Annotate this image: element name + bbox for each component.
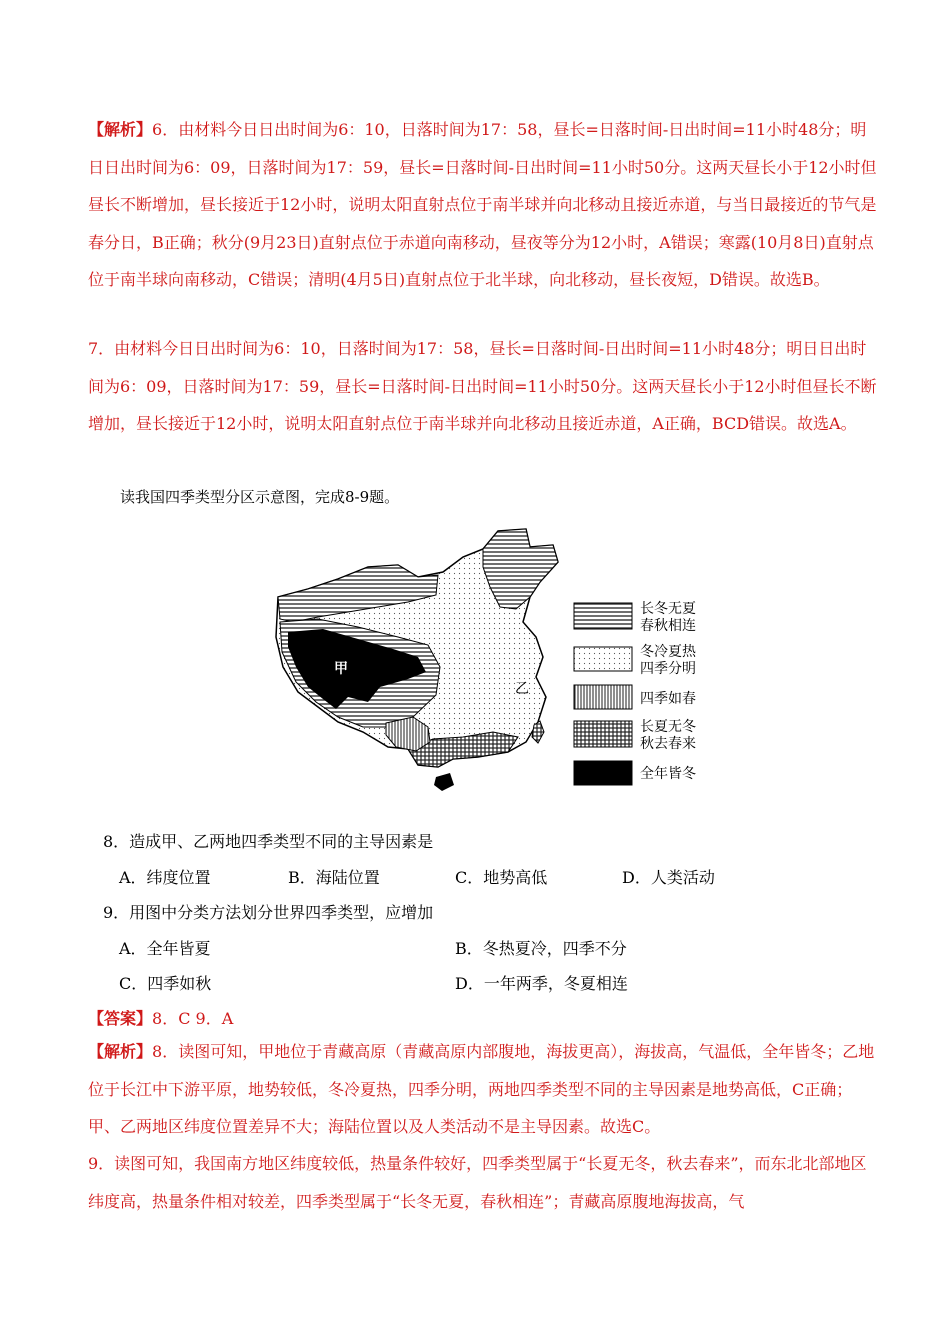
analysis-text: 9．读图可知，我国南方地区纬度较低，热量条件较好，四季类型属于“长夏无冬，秋去春来”，而东北北部地区纬度高，热量条件相对较差，四季类型属于“长冬无夏，春秋相连”；青藏高原腹地海拔高，气 <box>88 1154 867 1211</box>
q8-option-b: B．海陆位置 <box>288 868 380 887</box>
analysis-text: 7．由材料今日日出时间为6：10，日落时间为17：58，昼长=日落时间-日出时间=11小时48分；明日日出时间为6：09，日落时间为17：59，昼长=日落时间-日出时间=11小时50分。这两天昼长小于12小时但昼长不断增加，昼长接近于12小时，说明太阳直射点位于南半球并向北移动且接近赤道，A正确，BCD错误。故选A。 <box>88 339 877 433</box>
analysis-paragraph-6 <box>88 111 878 299</box>
q8-option-d: D．人类活动 <box>622 868 715 887</box>
analysis-paragraph-8 <box>88 1033 878 1146</box>
legend-label: 长冬无夏 <box>640 601 696 617</box>
analysis-text: 6．由材料今日日出时间为6：10，日落时间为17：58，昼长=日落时间-日出时间=11小时48分；明日日出时间为6：09，日落时间为17：59，昼长=日落时间-日出时间=11小时50分。这两天昼长小于12小时但昼长不断增加，昼长接近于12小时，说明太阳直射点位于南半球并向北移动且接近赤道，与当日最接近的节气是春分日，B正确；秋分(9月23日)直射点位于赤道向南移动，昼夜等分为12小时，A错误；寒露(10月8日)直射点位于南半球向南移动，C错误；清明(4月5日)直射点位于北半球，向北移动，昼长夜短，D错误。故选B。 <box>88 120 877 289</box>
legend-swatch-spring <box>574 685 632 709</box>
analysis-label: 【解析】 <box>88 120 153 139</box>
answer-label: 【答案】 <box>88 1009 153 1028</box>
analysis-label: 【解析】 <box>88 1042 153 1061</box>
answer-text: 8．C 9．A <box>152 1009 234 1028</box>
answer-line <box>88 1006 233 1029</box>
legend-label: 秋去春来 <box>640 736 696 752</box>
q8-option-a: A．纬度位置 <box>119 868 211 887</box>
legend-label: 春秋相连 <box>640 618 696 634</box>
q9-option-d: D．一年两季，冬夏相连 <box>455 974 628 993</box>
q9-option-c: C．四季如秋 <box>119 974 212 993</box>
analysis-paragraph-9 <box>88 1145 878 1220</box>
legend-swatch-temperate <box>574 647 632 671</box>
china-season-map-figure <box>268 527 712 809</box>
legend-label: 全年皆冬 <box>640 766 696 782</box>
analysis-paragraph-7 <box>88 330 878 443</box>
question-8-stem: 8．造成甲、乙两地四季类型不同的主导因素是 <box>103 832 434 851</box>
legend-label: 四季如春 <box>640 691 696 707</box>
q8-option-c: C．地势高低 <box>455 868 548 887</box>
map-region-hainan <box>434 773 454 791</box>
q9-option-b: B．冬热夏冷，四季不分 <box>455 939 627 958</box>
legend-swatch-long-summer <box>574 721 632 747</box>
map-label-yi: 乙 <box>515 681 529 697</box>
question-intro: 读我国四季类型分区示意图，完成8-9题。 <box>120 488 400 506</box>
legend-label: 冬冷夏热 <box>640 644 696 660</box>
legend-label: 长夏无冬 <box>640 719 696 735</box>
analysis-text: 8．读图可知，甲地位于青藏高原（青藏高原内部腹地，海拔更高），海拔高，气温低，全年皆冬；乙地位于长江中下游平原，地势较低，冬冷夏热，四季分明，两地四季类型不同的主导因素是地势高低，C正确；甲、乙两地区纬度位置差异不大；海陆位置以及人类活动不是主导因素。故选C。 <box>88 1042 875 1136</box>
legend-swatch-long-winter <box>574 603 632 629</box>
china-map-svg <box>268 527 712 809</box>
legend-label: 四季分明 <box>640 661 696 677</box>
map-label-jia: 甲 <box>334 661 348 677</box>
map-legend <box>574 601 697 785</box>
q9-option-a: A．全年皆夏 <box>119 939 211 958</box>
legend-swatch-all-winter <box>574 761 632 785</box>
question-9-stem: 9．用图中分类方法划分世界四季类型，应增加 <box>103 903 434 922</box>
